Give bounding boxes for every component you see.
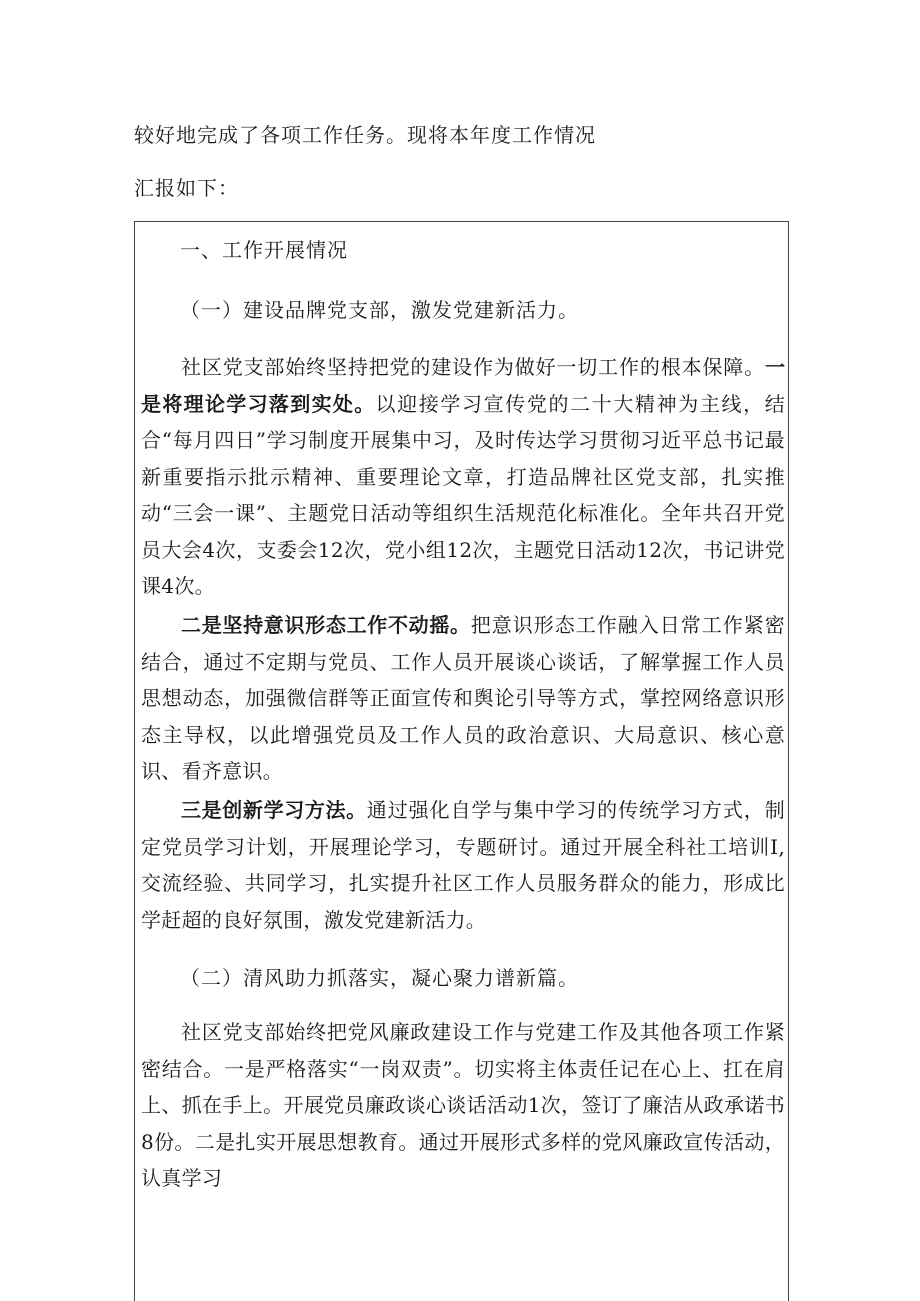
subsection-heading-2: （二）清风助力抓落实，凝心聚力谱新篇。 <box>180 966 579 990</box>
paragraph-lead: 一是将理论学习落到实处。 <box>141 355 785 416</box>
paragraph-lead: 三是创新学习方法。 <box>181 798 367 822</box>
paragraph-theory-study <box>141 349 785 605</box>
intro-line-2: 汇报如下： <box>134 176 239 200</box>
section-heading: 一、工作开展情况 <box>180 238 348 262</box>
intro-line-1: 较好地完成了各项工作任务。现将本年度工作情况 <box>134 123 596 147</box>
subsection-heading-1: （一）建设品牌党支部，激发党建新活力。 <box>180 298 579 322</box>
content-table-cell <box>134 221 789 1301</box>
paragraph-lead: 二是坚持意识形态工作不动摇。 <box>181 613 471 637</box>
paragraph-clean-governance: 社区党支部始终把党风廉政建设工作与党建工作及其他各项工作紧密结合。一是严格落实“一岗双责”。切实将主体责任记在心上、扛在肩上、抓在手上。开展党员廉政谈心谈话活动1次，签订了廉洁从政承诺书8份。二是扎实开展思想教育。通过开展形式多样的党风廉政宣传活动，认真学习 <box>141 1020 785 1190</box>
paragraph-learning-method <box>141 792 785 938</box>
paragraph-body: 以迎接学习宣传党的二十大精神为主线，结合“每月四日”学习制度开展集中习，及时传达学习贯彻习近平总书记最新重要指示批示精神、重要理论文章，打造品牌社区党支部，扎实推动“三会一课”、主题党日活动等组织生活规范化标准化。全年共召开党员大会4次，支委会12次，党小组12次，主题党日活动12次，书记讲党课4次。 <box>141 391 786 598</box>
paragraph-body: 通过强化自学与集中学习的传统学习方式，制定党员学习计划，开展理论学习，专题研讨。通过开展全科社工培训I,交流经验、共同学习，扎实提升社区工作人员服务群众的能力，形成比学赶超的良好氛围，激发党建新活力。 <box>141 798 786 932</box>
paragraph-ideology <box>141 607 785 790</box>
paragraph-body: 把意识形态工作融入日常工作紧密结合，通过不定期与党员、工作人员开展谈心谈话，了解掌握工作人员思想动态，加强微信群等正面宣传和舆论引导等方式，掌控网络意识形态主导权，以此增强党员及工作人员的政治意识、大局意识、核心意识、看齐意识。 <box>141 613 785 783</box>
paragraph-prefix: 社区党支部始终坚持把党的建设作为做好一切工作的根本保障。 <box>181 355 765 379</box>
